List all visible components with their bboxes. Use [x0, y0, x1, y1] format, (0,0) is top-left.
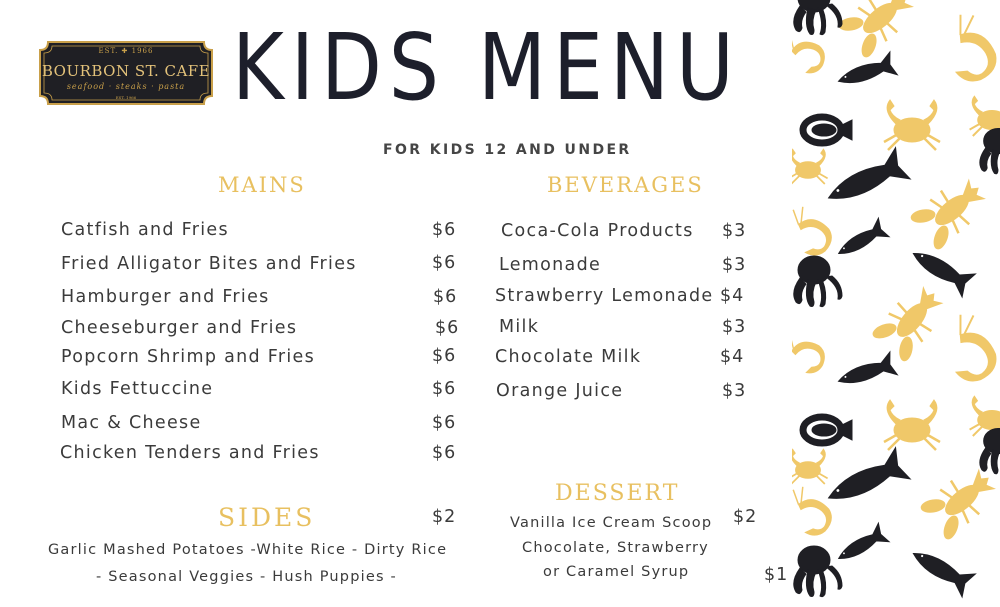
sides-heading: SIDES [218, 503, 316, 532]
beverages-heading: BEVERAGES [547, 173, 704, 197]
logo-small-text: EST. 1966 [115, 95, 137, 100]
menu-item-name: Strawberry Lemonade [495, 286, 714, 306]
menu-item-name: Kids Fettuccine [61, 379, 214, 399]
dessert-heading: DESSERT [555, 481, 680, 506]
menu-item-name: Coca-Cola Products [501, 221, 694, 241]
menu-item-price: $3 [722, 317, 747, 337]
menu-item-price: $3 [722, 255, 747, 275]
page-subtitle: FOR KIDS 12 AND UNDER [383, 142, 632, 158]
logo-tagline: seafood · steaks · pasta [66, 82, 186, 91]
sides-line-2: - Seasonal Veggies - Hush Puppies - [96, 569, 397, 585]
logo-name: BOURBON ST. CAFE [41, 62, 211, 80]
menu-item-price: $6 [432, 413, 457, 433]
page-title: KIDS MENU [232, 14, 741, 121]
menu-item-price: $3 [722, 381, 747, 401]
logo-est-text: EST. ✚ 1966 [98, 47, 154, 55]
menu-item-price: $6 [432, 346, 457, 366]
tuna-icon [822, 148, 910, 568]
dessert-topping-line-1: Chocolate, Strawberry [522, 540, 709, 556]
menu-item-name: Mac & Cheese [61, 413, 202, 433]
menu-item-price: $6 [432, 253, 457, 273]
dessert-price: $2 [733, 507, 758, 527]
menu-item-price: $4 [720, 347, 745, 367]
dessert-item: Vanilla Ice Cream Scoop [510, 515, 713, 531]
menu-item-price: $6 [432, 220, 457, 240]
dessert-topping-price: $1 [764, 565, 789, 585]
menu-item-name: Chicken Tenders and Fries [60, 443, 320, 463]
menu-item-name: Popcorn Shrimp and Fries [61, 347, 316, 367]
cafe-logo [38, 40, 214, 106]
menu-item-price: $4 [720, 286, 745, 306]
seafood-pattern-panel [792, 0, 1000, 607]
menu-item-name: Lemonade [499, 255, 602, 275]
menu-item-name: Catfish and Fries [61, 220, 229, 240]
menu-item-price: $6 [435, 318, 460, 338]
sides-line-1: Garlic Mashed Potatoes -White Rice - Dirty Rice [48, 542, 448, 558]
mains-heading: MAINS [218, 173, 306, 197]
menu-item-price: $6 [432, 379, 457, 399]
menu-item-name: Orange Juice [496, 381, 624, 401]
sides-price: $2 [432, 507, 457, 527]
menu-item-price: $3 [722, 221, 747, 241]
menu-item-name: Milk [499, 317, 540, 337]
menu-item-price: $6 [433, 287, 458, 307]
menu-item-price: $6 [432, 443, 457, 463]
menu-item-name: Hamburger and Fries [61, 287, 270, 307]
dessert-topping-line-2: or Caramel Syrup [543, 564, 690, 580]
menu-item-name: Chocolate Milk [495, 347, 642, 367]
menu-item-name: Fried Alligator Bites and Fries [61, 254, 357, 274]
menu-item-name: Cheeseburger and Fries [61, 318, 298, 338]
